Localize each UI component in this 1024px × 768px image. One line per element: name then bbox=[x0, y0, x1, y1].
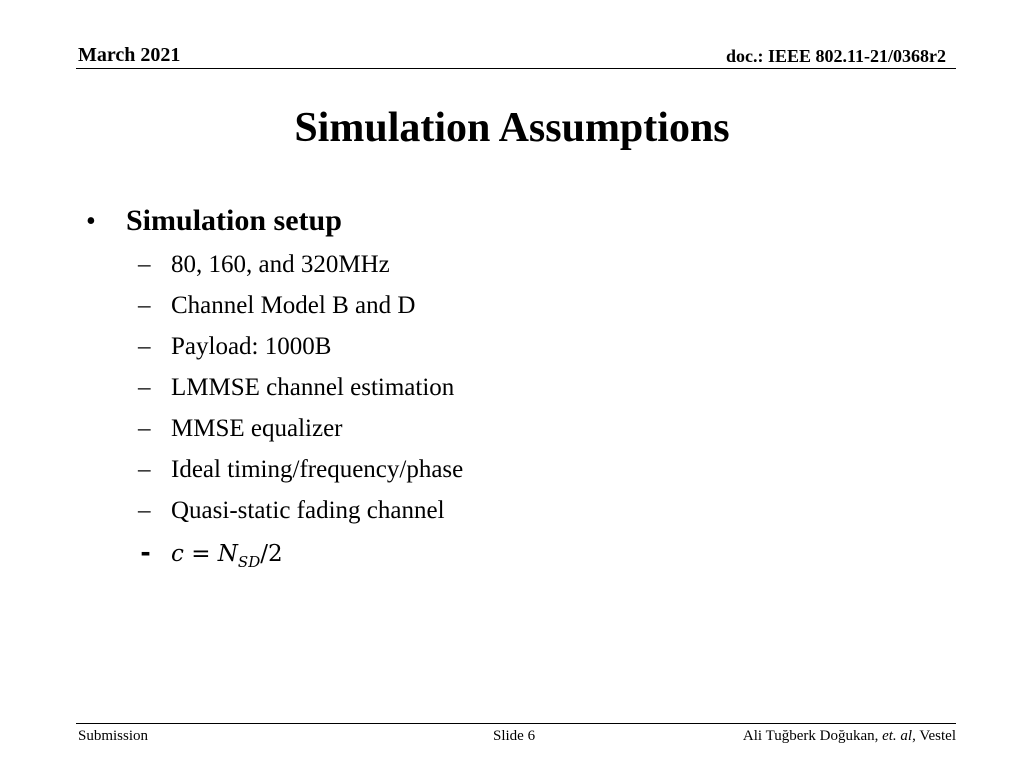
sub-bullet-text: LMMSE channel estimation bbox=[171, 374, 455, 401]
sub-bullet-marker: – bbox=[138, 456, 151, 483]
footer-slide-number: Slide 6 bbox=[493, 728, 536, 744]
math-subscript: SD bbox=[237, 553, 261, 571]
sub-bullet-marker: – bbox=[138, 374, 151, 401]
footer-et-al: et. al bbox=[882, 728, 913, 744]
header-divider bbox=[76, 68, 956, 69]
sub-bullet-item bbox=[138, 333, 463, 374]
footer-organization: , Vestel bbox=[912, 728, 956, 744]
bullet-text: Simulation setup bbox=[126, 204, 342, 237]
math-sub-bullet-item bbox=[138, 538, 463, 579]
bullet-marker: • bbox=[86, 206, 96, 237]
sub-bullet-item bbox=[138, 497, 463, 538]
sub-bullet-text: Ideal timing/frequency/phase bbox=[171, 456, 464, 483]
sub-bullet-item bbox=[138, 415, 463, 456]
math-equals: = bbox=[183, 541, 218, 567]
sub-bullet-item bbox=[138, 251, 463, 292]
sub-bullet-text: 80, 160, and 320MHz bbox=[171, 251, 390, 278]
math-equation bbox=[171, 541, 283, 571]
footer-divider bbox=[76, 723, 956, 724]
math-bullet-marker: - bbox=[138, 538, 154, 567]
math-var-n: N bbox=[217, 541, 238, 567]
footer-author-name: Ali Tuğberk Doğukan, bbox=[742, 728, 883, 744]
sub-bullet-item bbox=[138, 292, 463, 333]
sub-bullet-text: Quasi-static fading channel bbox=[171, 497, 445, 524]
sub-bullet-text: Payload: 1000B bbox=[171, 333, 332, 360]
sub-bullet-marker: – bbox=[138, 415, 151, 442]
sub-bullet-text: Channel Model B and D bbox=[171, 292, 416, 319]
sub-bullet-list bbox=[138, 251, 463, 579]
sub-bullet-marker: – bbox=[138, 292, 151, 319]
slide-title: Simulation Assumptions bbox=[294, 105, 730, 151]
math-divisor: /2 bbox=[260, 541, 283, 567]
bullet-item bbox=[86, 204, 342, 238]
sub-bullet-marker: – bbox=[138, 251, 151, 278]
math-var-c: c bbox=[171, 541, 184, 567]
sub-bullet-marker: – bbox=[138, 497, 151, 524]
sub-bullet-item bbox=[138, 374, 463, 415]
footer-author bbox=[743, 728, 956, 745]
sub-bullet-item bbox=[138, 456, 463, 497]
sub-bullet-marker: – bbox=[138, 333, 151, 360]
header-doc-id: doc.: IEEE 802.11-21/0368r2 bbox=[725, 46, 946, 66]
footer-submission: Submission bbox=[78, 728, 149, 744]
header-date: March 2021 bbox=[78, 44, 181, 66]
sub-bullet-text: MMSE equalizer bbox=[171, 415, 343, 442]
